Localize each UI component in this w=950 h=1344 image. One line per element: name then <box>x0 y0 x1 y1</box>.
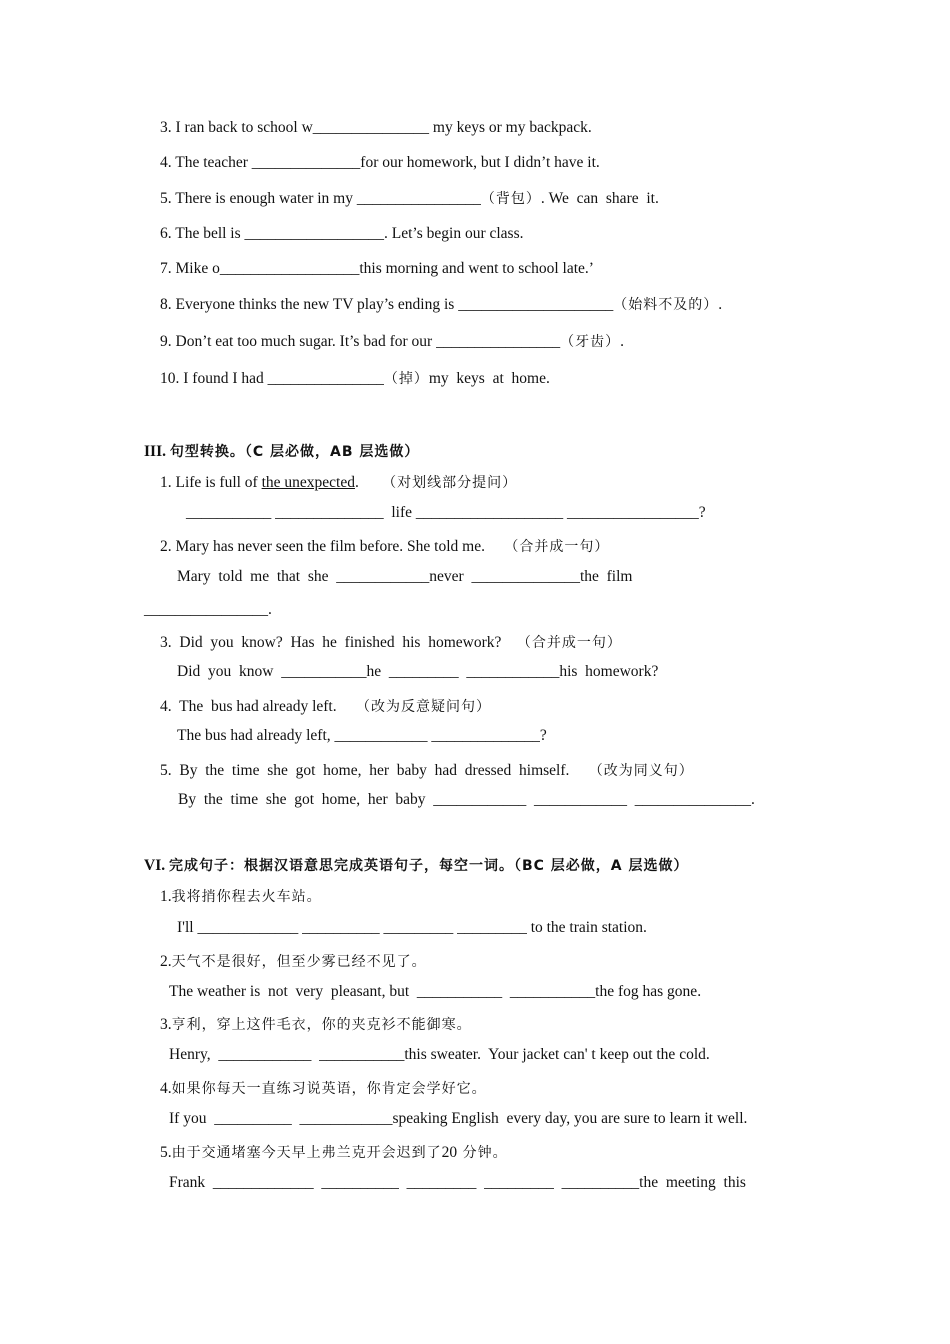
answer-line: By the time she got home, her baby ____________ ____________ _______________. <box>178 791 755 808</box>
exercise-item <box>160 887 322 907</box>
item-number: 2. <box>160 953 172 970</box>
answer-line: If you __________ ____________speaking English every day, you are sure to learn it well. <box>169 1110 748 1127</box>
item-number: 1. <box>160 888 172 905</box>
exercise-item: 4. The teacher ______________for our homework, but I didn’t have it. <box>160 154 600 171</box>
item-number: 5. <box>160 1144 172 1161</box>
exercise-item <box>160 1143 508 1163</box>
underlined-phrase: the unexpected <box>261 474 355 491</box>
item-text: 5. There is enough water in my ________________ <box>160 190 481 207</box>
answer-line: I'll _____________ __________ _________ _________ to the train station. <box>177 919 647 936</box>
exercise-item <box>160 1015 472 1035</box>
instruction-note: （合并成一句） <box>516 635 622 651</box>
exercise-item <box>160 189 659 209</box>
exercise-item <box>160 633 622 653</box>
answer-line: The bus had already left, ____________ ______________? <box>177 727 547 744</box>
instruction-note: （合并成一句） <box>504 539 610 555</box>
item-text: 10. I found I had _______________ <box>160 370 384 387</box>
number-inline: 20 <box>441 1144 458 1161</box>
chinese-hint: （掉） <box>383 371 429 387</box>
item-text: 2. Mary has never seen the film before. She told me. <box>160 538 485 555</box>
section-heading <box>144 856 689 876</box>
exercise-item: 6. The bell is __________________. Let’s begin our class. <box>160 225 524 242</box>
instruction-note: （改为反意疑问句） <box>356 699 491 715</box>
section-title: 句型转换。（C 层必做，AB 层选做） <box>169 444 420 460</box>
instruction-note: （改为同义句） <box>588 763 694 779</box>
chinese-sentence-end: 分钟。 <box>457 1145 508 1161</box>
item-tail: . <box>718 296 723 313</box>
item-tail: . <box>354 474 359 491</box>
exercise-item <box>160 369 550 389</box>
answer-line: ________________. <box>144 601 272 618</box>
chinese-sentence: 我将捎你程去火车站。 <box>171 889 322 905</box>
item-text: 3. Did you know? Has he finished his homework? <box>160 634 502 651</box>
item-text: 9. Don’t eat too much sugar. It’s bad for our ________________ <box>160 333 561 350</box>
section-title: 完成句子：根据汉语意思完成英语句子，每空一词。（BC 层必做，A 层选做） <box>168 858 689 874</box>
chinese-hint: （背包） <box>480 191 541 207</box>
answer-line: Frank _____________ __________ _________ _________ __________the meeting this <box>169 1174 746 1191</box>
item-tail: . <box>620 333 624 350</box>
exercise-item <box>160 697 491 717</box>
section-number: VI. <box>144 857 166 874</box>
chinese-sentence: 如果你每天一直练习说英语，你肯定会学好它。 <box>171 1081 487 1097</box>
item-tail: my keys at home. <box>428 370 550 387</box>
item-text: 5. By the time she got home, her baby had dressed himself. <box>160 762 570 779</box>
exercise-item <box>160 332 624 352</box>
exercise-item <box>160 295 722 315</box>
exercise-item <box>160 761 694 781</box>
exercise-item <box>160 1079 487 1099</box>
answer-line: The weather is not very pleasant, but ___________ ___________the fog has gone. <box>169 983 702 1000</box>
item-number: 4. <box>160 1080 172 1097</box>
chinese-hint: （牙齿） <box>560 334 621 350</box>
exercise-item: 7. Mike o__________________this morning and went to school late.’ <box>160 260 594 277</box>
answer-line: ___________ ______________ life ___________________ _________________? <box>186 504 706 521</box>
item-text: 4. The bus had already left. <box>160 698 337 715</box>
answer-line: Henry, ____________ ___________this sweater. Your jacket can' t keep out the cold. <box>169 1046 710 1063</box>
item-text: 8. Everyone thinks the new TV play’s ending is ____________________ <box>160 296 614 313</box>
item-tail: . We can share it. <box>540 190 659 207</box>
answer-line: Mary told me that she ____________never ______________the film <box>177 568 633 585</box>
chinese-sentence: 亨利，穿上这件毛衣，你的夹克衫不能御寒。 <box>171 1017 472 1033</box>
exercise-item <box>160 537 609 557</box>
exercise-item <box>160 473 517 493</box>
section-number: III. <box>144 443 166 460</box>
exercise-item: 3. I ran back to school w_______________ my keys or my backpack. <box>160 119 592 136</box>
chinese-hint: （始料不及的） <box>613 297 719 313</box>
section-heading <box>144 442 419 462</box>
item-number: 3. <box>160 1016 172 1033</box>
chinese-sentence: 天气不是很好，但至少雾已经不见了。 <box>171 954 427 970</box>
item-text: 1. Life is full of <box>160 474 262 491</box>
answer-line: Did you know ___________he _________ ____________his homework? <box>177 663 659 680</box>
chinese-sentence: 由于交通堵塞今天早上弗兰克开会迟到了 <box>171 1145 442 1161</box>
exercise-item <box>160 952 427 972</box>
instruction-note: （对划线部分提问） <box>382 475 518 491</box>
